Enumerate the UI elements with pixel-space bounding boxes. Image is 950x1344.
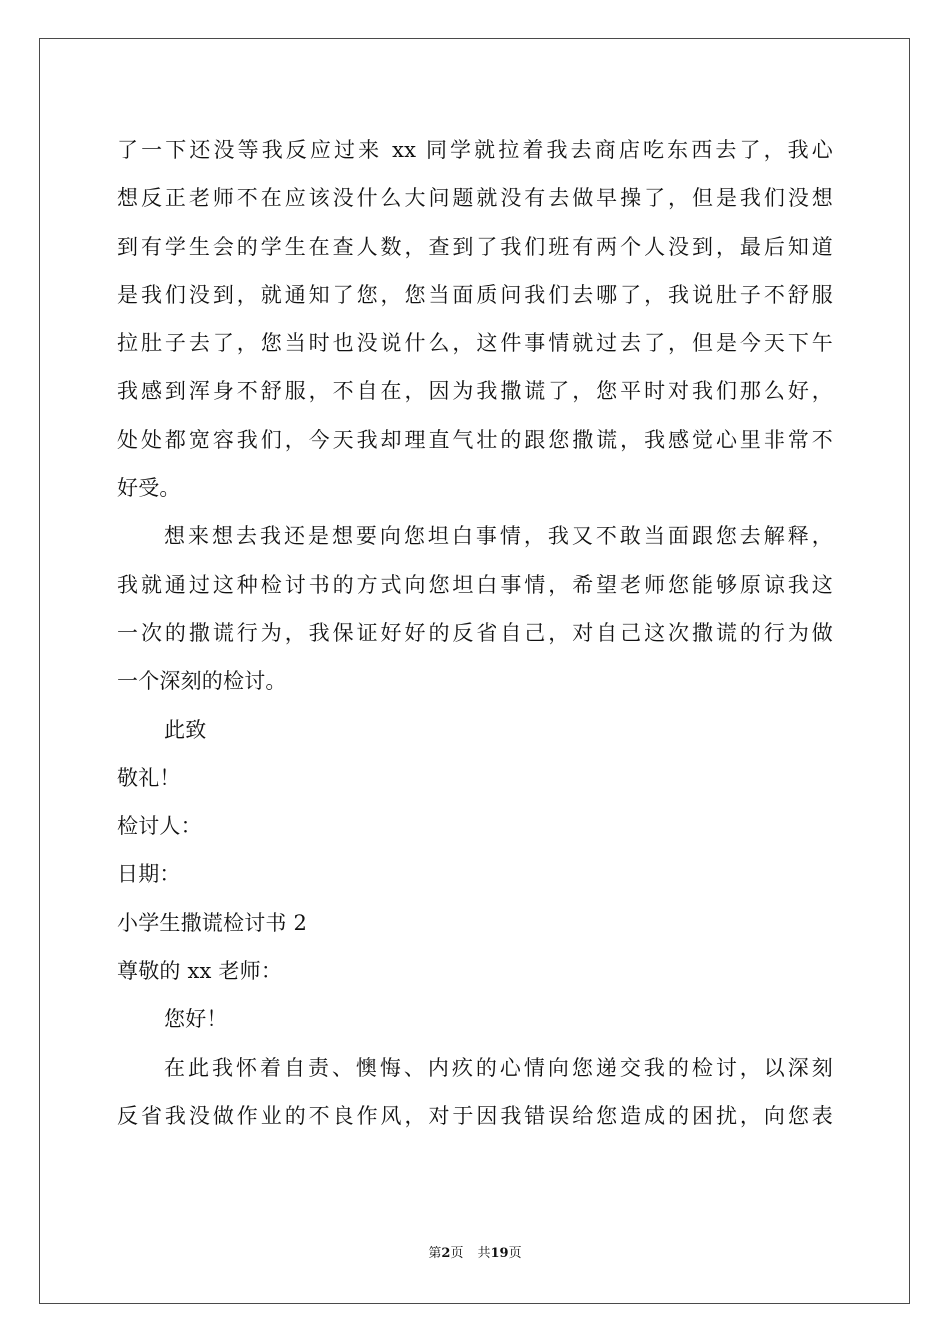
paragraph-line: 一次的撒谎行为，我保证好好的反省自己，对自己这次撒谎的行为做 — [117, 620, 833, 645]
paragraph-line: 想来想去我还是想要向您坦白事情，我又不敢当面跟您去解释， — [164, 524, 833, 549]
footer-page-suffix: 页 — [450, 1246, 464, 1261]
document-body — [117, 126, 833, 1140]
footer-total-pages: 19 — [490, 1246, 509, 1261]
paragraph-line: 我就通过这种检讨书的方式向您坦白事情，希望老师您能够原谅我这 — [117, 572, 833, 597]
footer-page-number: 2 — [441, 1246, 451, 1261]
salutation: 尊敬的 xx 老师： — [117, 959, 283, 984]
paragraph-line: 了一下还没等我反应过来 xx 同学就拉着我去商店吃东西去了，我心 — [117, 138, 833, 162]
closing-jing-li: 敬礼！ — [117, 765, 181, 790]
page-footer — [0, 1245, 950, 1263]
paragraph-line: 想反正老师不在应该没什么大问题就没有去做早操了，但是我们没想 — [117, 186, 833, 211]
footer-prefix: 第 — [428, 1246, 442, 1261]
date-label: 日期： — [117, 862, 181, 887]
footer-total-suffix: 页 — [508, 1246, 522, 1261]
paragraph-line: 在此我怀着自责、懊悔、内疚的心情向您递交我的检讨，以深刻 — [164, 1055, 833, 1080]
paragraph-line: 一个深刻的检讨。 — [117, 669, 287, 694]
letter-title: 小学生撒谎检讨书 2 — [117, 910, 308, 935]
paragraph-line: 处处都宽容我们，今天我却理直气壮的跟您撒谎，我感觉心里非常不 — [117, 427, 833, 452]
reviewer-label: 检讨人： — [117, 814, 202, 839]
paragraph-line: 我感到浑身不舒服，不自在，因为我撒谎了，您平时对我们那么好， — [117, 379, 833, 404]
paragraph-line: 拉肚子去了，您当时也没说什么，这件事情就过去了，但是今天下午 — [117, 331, 833, 356]
closing-ci-zhi: 此致 — [164, 717, 207, 742]
paragraph-line: 反省我没做作业的不良作风，对于因我错误给您造成的困扰，向您表 — [117, 1103, 833, 1128]
paragraph-line: 好受。 — [117, 476, 181, 501]
greeting: 您好！ — [164, 1007, 228, 1032]
footer-total-prefix: 共 — [477, 1246, 491, 1261]
paragraph-line: 是我们没到，就通知了您，您当面质问我们去哪了，我说肚子不舒服 — [117, 282, 833, 307]
paragraph-line: 到有学生会的学生在查人数，查到了我们班有两个人没到，最后知道 — [117, 234, 833, 259]
